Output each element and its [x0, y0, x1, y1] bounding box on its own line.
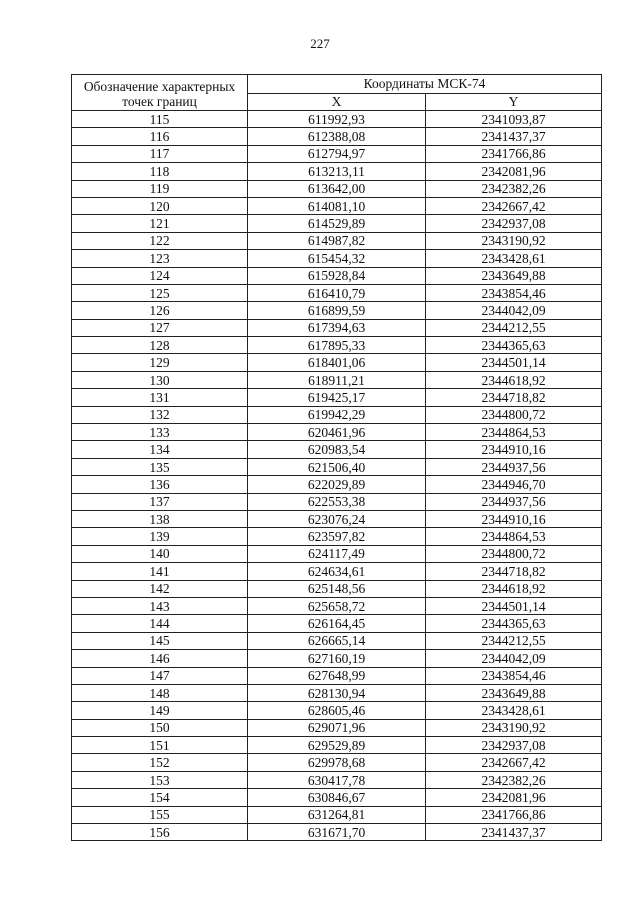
- cell-y: 2344937,56: [426, 493, 602, 510]
- cell-y: 2341437,37: [426, 824, 602, 841]
- cell-x: 622553,38: [248, 493, 426, 510]
- cell-point: 136: [72, 476, 248, 493]
- table-row: [72, 580, 602, 597]
- cell-point: 130: [72, 371, 248, 388]
- cell-x: 617394,63: [248, 319, 426, 336]
- cell-x: 626665,14: [248, 632, 426, 649]
- cell-y: 2344618,92: [426, 371, 602, 388]
- cell-point: 116: [72, 128, 248, 145]
- cell-x: 627160,19: [248, 650, 426, 667]
- cell-x: 613642,00: [248, 180, 426, 197]
- cell-x: 613213,11: [248, 163, 426, 180]
- cell-y: 2344800,72: [426, 406, 602, 423]
- table-row: [72, 789, 602, 806]
- cell-x: 617895,33: [248, 337, 426, 354]
- cell-y: 2344042,09: [426, 302, 602, 319]
- cell-point: 122: [72, 232, 248, 249]
- cell-point: 131: [72, 389, 248, 406]
- table-row: [72, 441, 602, 458]
- cell-x: 612794,97: [248, 145, 426, 162]
- cell-y: 2344212,55: [426, 632, 602, 649]
- table-row: [72, 650, 602, 667]
- cell-y: 2344864,53: [426, 424, 602, 441]
- cell-x: 625148,56: [248, 580, 426, 597]
- cell-y: 2344212,55: [426, 319, 602, 336]
- cell-point: 120: [72, 197, 248, 214]
- cell-point: 155: [72, 806, 248, 823]
- table-row: [72, 563, 602, 580]
- cell-y: 2341766,86: [426, 806, 602, 823]
- cell-x: 631671,70: [248, 824, 426, 841]
- cell-y: 2342081,96: [426, 163, 602, 180]
- header-y: Y: [426, 93, 602, 111]
- cell-point: 125: [72, 284, 248, 301]
- cell-point: 133: [72, 424, 248, 441]
- cell-point: 124: [72, 267, 248, 284]
- cell-y: 2341766,86: [426, 145, 602, 162]
- cell-x: 629978,68: [248, 754, 426, 771]
- cell-point: 137: [72, 493, 248, 510]
- cell-y: 2342382,26: [426, 180, 602, 197]
- header-point-line1: Обозначение характерных: [83, 79, 236, 94]
- table-row: [72, 145, 602, 162]
- cell-point: 140: [72, 545, 248, 562]
- cell-point: 151: [72, 737, 248, 754]
- cell-x: 614081,10: [248, 197, 426, 214]
- table-row: [72, 319, 602, 336]
- cell-point: 132: [72, 406, 248, 423]
- cell-x: 619942,29: [248, 406, 426, 423]
- table-row: [72, 771, 602, 788]
- table-row: [72, 267, 602, 284]
- cell-x: 622029,89: [248, 476, 426, 493]
- table-row: [72, 163, 602, 180]
- cell-x: 623076,24: [248, 510, 426, 527]
- cell-y: 2344910,16: [426, 441, 602, 458]
- table-row: [72, 719, 602, 736]
- cell-x: 629071,96: [248, 719, 426, 736]
- cell-x: 630417,78: [248, 771, 426, 788]
- table-body: [72, 111, 602, 841]
- cell-point: 146: [72, 650, 248, 667]
- cell-y: 2344042,09: [426, 650, 602, 667]
- cell-y: 2344501,14: [426, 354, 602, 371]
- cell-point: 138: [72, 510, 248, 527]
- table-row: [72, 667, 602, 684]
- cell-point: 123: [72, 250, 248, 267]
- cell-point: 141: [72, 563, 248, 580]
- cell-x: 625658,72: [248, 597, 426, 614]
- cell-point: 152: [72, 754, 248, 771]
- cell-y: 2342667,42: [426, 754, 602, 771]
- cell-x: 626164,45: [248, 615, 426, 632]
- cell-y: 2344937,56: [426, 458, 602, 475]
- table-row: [72, 111, 602, 128]
- table-row: [72, 197, 602, 214]
- table-row: [72, 702, 602, 719]
- table-row: [72, 632, 602, 649]
- cell-x: 618401,06: [248, 354, 426, 371]
- cell-y: 2343190,92: [426, 719, 602, 736]
- cell-point: 118: [72, 163, 248, 180]
- cell-y: 2342081,96: [426, 789, 602, 806]
- cell-y: 2344365,63: [426, 337, 602, 354]
- cell-x: 621506,40: [248, 458, 426, 475]
- table-row: [72, 684, 602, 701]
- table-row: [72, 528, 602, 545]
- cell-y: 2343854,46: [426, 284, 602, 301]
- cell-x: 616410,79: [248, 284, 426, 301]
- cell-point: 154: [72, 789, 248, 806]
- cell-x: 627648,99: [248, 667, 426, 684]
- cell-point: 147: [72, 667, 248, 684]
- table-row: [72, 302, 602, 319]
- table-row: [72, 737, 602, 754]
- cell-x: 612388,08: [248, 128, 426, 145]
- table-row: [72, 354, 602, 371]
- cell-y: 2343649,88: [426, 684, 602, 701]
- cell-y: 2343190,92: [426, 232, 602, 249]
- cell-point: 121: [72, 215, 248, 232]
- cell-point: 134: [72, 441, 248, 458]
- cell-x: 611992,93: [248, 111, 426, 128]
- cell-y: 2344946,70: [426, 476, 602, 493]
- table-row: [72, 545, 602, 562]
- table-row: [72, 493, 602, 510]
- cell-y: 2342667,42: [426, 197, 602, 214]
- cell-x: 630846,67: [248, 789, 426, 806]
- cell-point: 127: [72, 319, 248, 336]
- cell-y: 2344910,16: [426, 510, 602, 527]
- table-row: [72, 806, 602, 823]
- cell-x: 628130,94: [248, 684, 426, 701]
- cell-point: 142: [72, 580, 248, 597]
- table-row: [72, 128, 602, 145]
- table-row: [72, 615, 602, 632]
- cell-point: 144: [72, 615, 248, 632]
- cell-point: 135: [72, 458, 248, 475]
- cell-x: 615928,84: [248, 267, 426, 284]
- cell-x: 618911,21: [248, 371, 426, 388]
- cell-y: 2344718,82: [426, 389, 602, 406]
- table-row: [72, 476, 602, 493]
- cell-y: 2344800,72: [426, 545, 602, 562]
- table-row: [72, 215, 602, 232]
- table-row: [72, 371, 602, 388]
- cell-x: 616899,59: [248, 302, 426, 319]
- cell-y: 2342937,08: [426, 215, 602, 232]
- cell-x: 623597,82: [248, 528, 426, 545]
- cell-y: 2341093,87: [426, 111, 602, 128]
- table-row: [72, 284, 602, 301]
- cell-y: 2343428,61: [426, 702, 602, 719]
- header-x: X: [248, 93, 426, 111]
- cell-y: 2344718,82: [426, 563, 602, 580]
- table-row: [72, 597, 602, 614]
- table-row: [72, 510, 602, 527]
- header-point-designation: [72, 75, 248, 111]
- cell-x: 631264,81: [248, 806, 426, 823]
- cell-x: 624117,49: [248, 545, 426, 562]
- page-number: 227: [310, 36, 330, 51]
- table-row: [72, 337, 602, 354]
- cell-x: 620461,96: [248, 424, 426, 441]
- cell-point: 156: [72, 824, 248, 841]
- table-row: [72, 754, 602, 771]
- cell-x: 624634,61: [248, 563, 426, 580]
- cell-x: 614529,89: [248, 215, 426, 232]
- table-row: [72, 824, 602, 841]
- cell-x: 629529,89: [248, 737, 426, 754]
- cell-y: 2344618,92: [426, 580, 602, 597]
- cell-y: 2343854,46: [426, 667, 602, 684]
- cell-y: 2342382,26: [426, 771, 602, 788]
- cell-point: 115: [72, 111, 248, 128]
- cell-x: 628605,46: [248, 702, 426, 719]
- table-row: [72, 406, 602, 423]
- cell-point: 128: [72, 337, 248, 354]
- cell-point: 150: [72, 719, 248, 736]
- cell-point: 145: [72, 632, 248, 649]
- table-row: [72, 458, 602, 475]
- boundary-coordinates-table: [71, 74, 602, 841]
- header-point-line2: точек границ: [122, 94, 197, 109]
- cell-point: 126: [72, 302, 248, 319]
- cell-point: 143: [72, 597, 248, 614]
- cell-y: 2343649,88: [426, 267, 602, 284]
- cell-y: 2342937,08: [426, 737, 602, 754]
- table-row: [72, 180, 602, 197]
- cell-y: 2344501,14: [426, 597, 602, 614]
- cell-point: 139: [72, 528, 248, 545]
- cell-y: 2343428,61: [426, 250, 602, 267]
- cell-y: 2344864,53: [426, 528, 602, 545]
- cell-x: 614987,82: [248, 232, 426, 249]
- cell-point: 149: [72, 702, 248, 719]
- header-coordinates-msk74: Координаты МСК-74: [248, 75, 602, 94]
- cell-point: 148: [72, 684, 248, 701]
- table-row: [72, 232, 602, 249]
- cell-y: 2341437,37: [426, 128, 602, 145]
- table-row: [72, 389, 602, 406]
- cell-point: 129: [72, 354, 248, 371]
- table-header-row: [72, 75, 602, 94]
- cell-point: 119: [72, 180, 248, 197]
- table-row: [72, 424, 602, 441]
- cell-x: 619425,17: [248, 389, 426, 406]
- cell-point: 153: [72, 771, 248, 788]
- cell-x: 615454,32: [248, 250, 426, 267]
- table-row: [72, 250, 602, 267]
- cell-x: 620983,54: [248, 441, 426, 458]
- cell-point: 117: [72, 145, 248, 162]
- cell-y: 2344365,63: [426, 615, 602, 632]
